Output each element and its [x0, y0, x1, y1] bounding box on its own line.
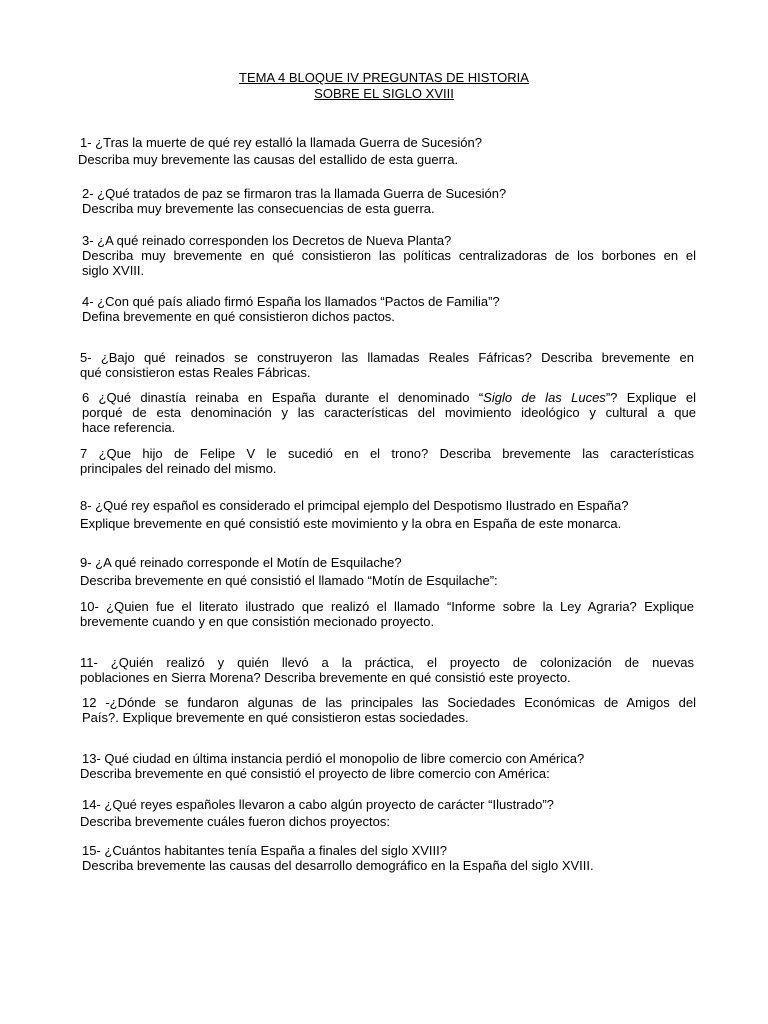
question-9: [80, 555, 498, 588]
question-15: [82, 843, 594, 873]
question-12-text: 12 -¿Dónde se fundaron algunas de las principales las Sociedades Económicas de Amigos del: [82, 695, 696, 710]
question-5-text-end: qué consistieron estas Reales Fábricas.: [80, 365, 311, 380]
question-2-instruction: Describa muy brevemente las consecuencias de esta guerra.: [82, 201, 435, 216]
document-title: [0, 70, 768, 85]
question-6-line-1: [82, 390, 696, 405]
question-3-instruction-end: siglo XVIII.: [82, 263, 145, 278]
question-10: [80, 599, 694, 629]
question-14-text: 14- ¿Qué reyes españoles llevaron a cabo algún proyecto de carácter “Ilustrado”?: [82, 797, 554, 812]
question-15-instruction: Describa brevemente las causas del desarrollo demográfico en la España del siglo XVIII.: [82, 858, 594, 873]
question-7-text: 7 ¿Que hijo de Felipe V le sucedió en el trono? Describa brevemente las características: [80, 446, 694, 461]
question-5-text: 5- ¿Bajo qué reinados se construyeron las llamadas Reales Fáfricas? Describa brevemente en: [80, 350, 694, 365]
question-14: [82, 797, 554, 829]
question-12-text-end: País?. Explique brevemente en qué consistieron estas sociedades.: [82, 710, 469, 725]
question-13: [82, 751, 584, 781]
question-5: [80, 350, 694, 380]
question-12: [82, 695, 696, 725]
question-7: [80, 446, 694, 476]
title-line-1: TEMA 4 BLOQUE IV PREGUNTAS DE HISTORIA: [239, 70, 529, 85]
question-1-text: 1- ¿Tras la muerte de qué rey estalló la llamada Guerra de Sucesión?: [80, 135, 482, 150]
question-2: [82, 186, 506, 216]
title-line-2: SOBRE EL SIGLO XVIII: [314, 86, 454, 101]
question-9-instruction: Describa brevemente en qué consistió el llamado “Motín de Esquilache”:: [80, 573, 498, 588]
question-6-line-3: hace referencia.: [82, 420, 176, 435]
question-4-text: 4- ¿Con qué país aliado firmó España los llamados “Pactos de Familia”?: [82, 294, 500, 309]
question-8: [80, 498, 628, 531]
question-4: [82, 294, 500, 324]
question-3-text: 3- ¿A qué reinado corresponden los Decretos de Nueva Planta?: [82, 233, 452, 248]
question-10-text-end: brevemente cuando y en que consistión mecionado proyecto.: [80, 614, 435, 629]
question-1-instruction: Describa muy brevemente las causas del estallido de esta guerra.: [78, 152, 459, 167]
question-3: [82, 233, 696, 278]
question-13-text: 13- Qué ciudad en última instancia perdió el monopolio de libre comercio con América?: [82, 751, 585, 766]
question-7-text-end: principales del reinado del mismo.: [80, 461, 277, 476]
question-6-italic-term: Siglo de las Luces: [483, 390, 606, 405]
question-13-instruction: Describa brevemente en qué consistió el proyecto de libre comercio con América:: [80, 766, 550, 781]
question-8-text: 8- ¿Qué rey español es considerado el primcipal ejemplo del Despotismo Ilustrado en España?: [80, 498, 629, 513]
question-6: [82, 390, 696, 435]
question-11-text-end: poblaciones en Sierra Morena? Describa brevemente en qué consistió este proyecto.: [80, 670, 571, 685]
question-3-instruction: Describa muy brevemente en qué consistieron las políticas centralizadoras de los borbones en el: [82, 248, 696, 263]
question-11-text: 11- ¿Quién realizó y quién llevó a la práctica, el proyecto de colonización de nuevas: [80, 655, 694, 670]
question-11: [80, 655, 694, 685]
question-15-text: 15- ¿Cuántos habitantes tenía España a finales del siglo XVIII?: [82, 843, 447, 858]
question-4-instruction: Defina brevemente en qué consistieron dichos pactos.: [82, 309, 395, 324]
question-6-line-2: porqué de esta denominación y las características del movimiento ideológico y cultural a que: [82, 405, 696, 420]
document-subtitle: [0, 86, 768, 101]
question-2-text: 2- ¿Qué tratados de paz se firmaron tras la llamada Guerra de Sucesión?: [82, 186, 507, 201]
question-10-text: 10- ¿Quien fue el literato ilustrado que realizó el llamado “Informe sobre la Ley Agraria? Explique: [80, 599, 694, 614]
question-9-text: 9- ¿A qué reinado corresponde el Motín de Esquilache?: [80, 555, 402, 570]
question-14-instruction: Describa brevemente cuáles fueron dichos proyectos:: [80, 814, 390, 829]
question-1: [80, 135, 482, 167]
question-8-instruction: Explique brevemente en qué consistió este movimiento y la obra en España de este monarca.: [80, 516, 622, 531]
question-6-text-start: 6 ¿Qué dinastía reinaba en España durante el denominado “: [82, 390, 484, 405]
question-6-text-after: ”? Explique el: [605, 390, 696, 405]
